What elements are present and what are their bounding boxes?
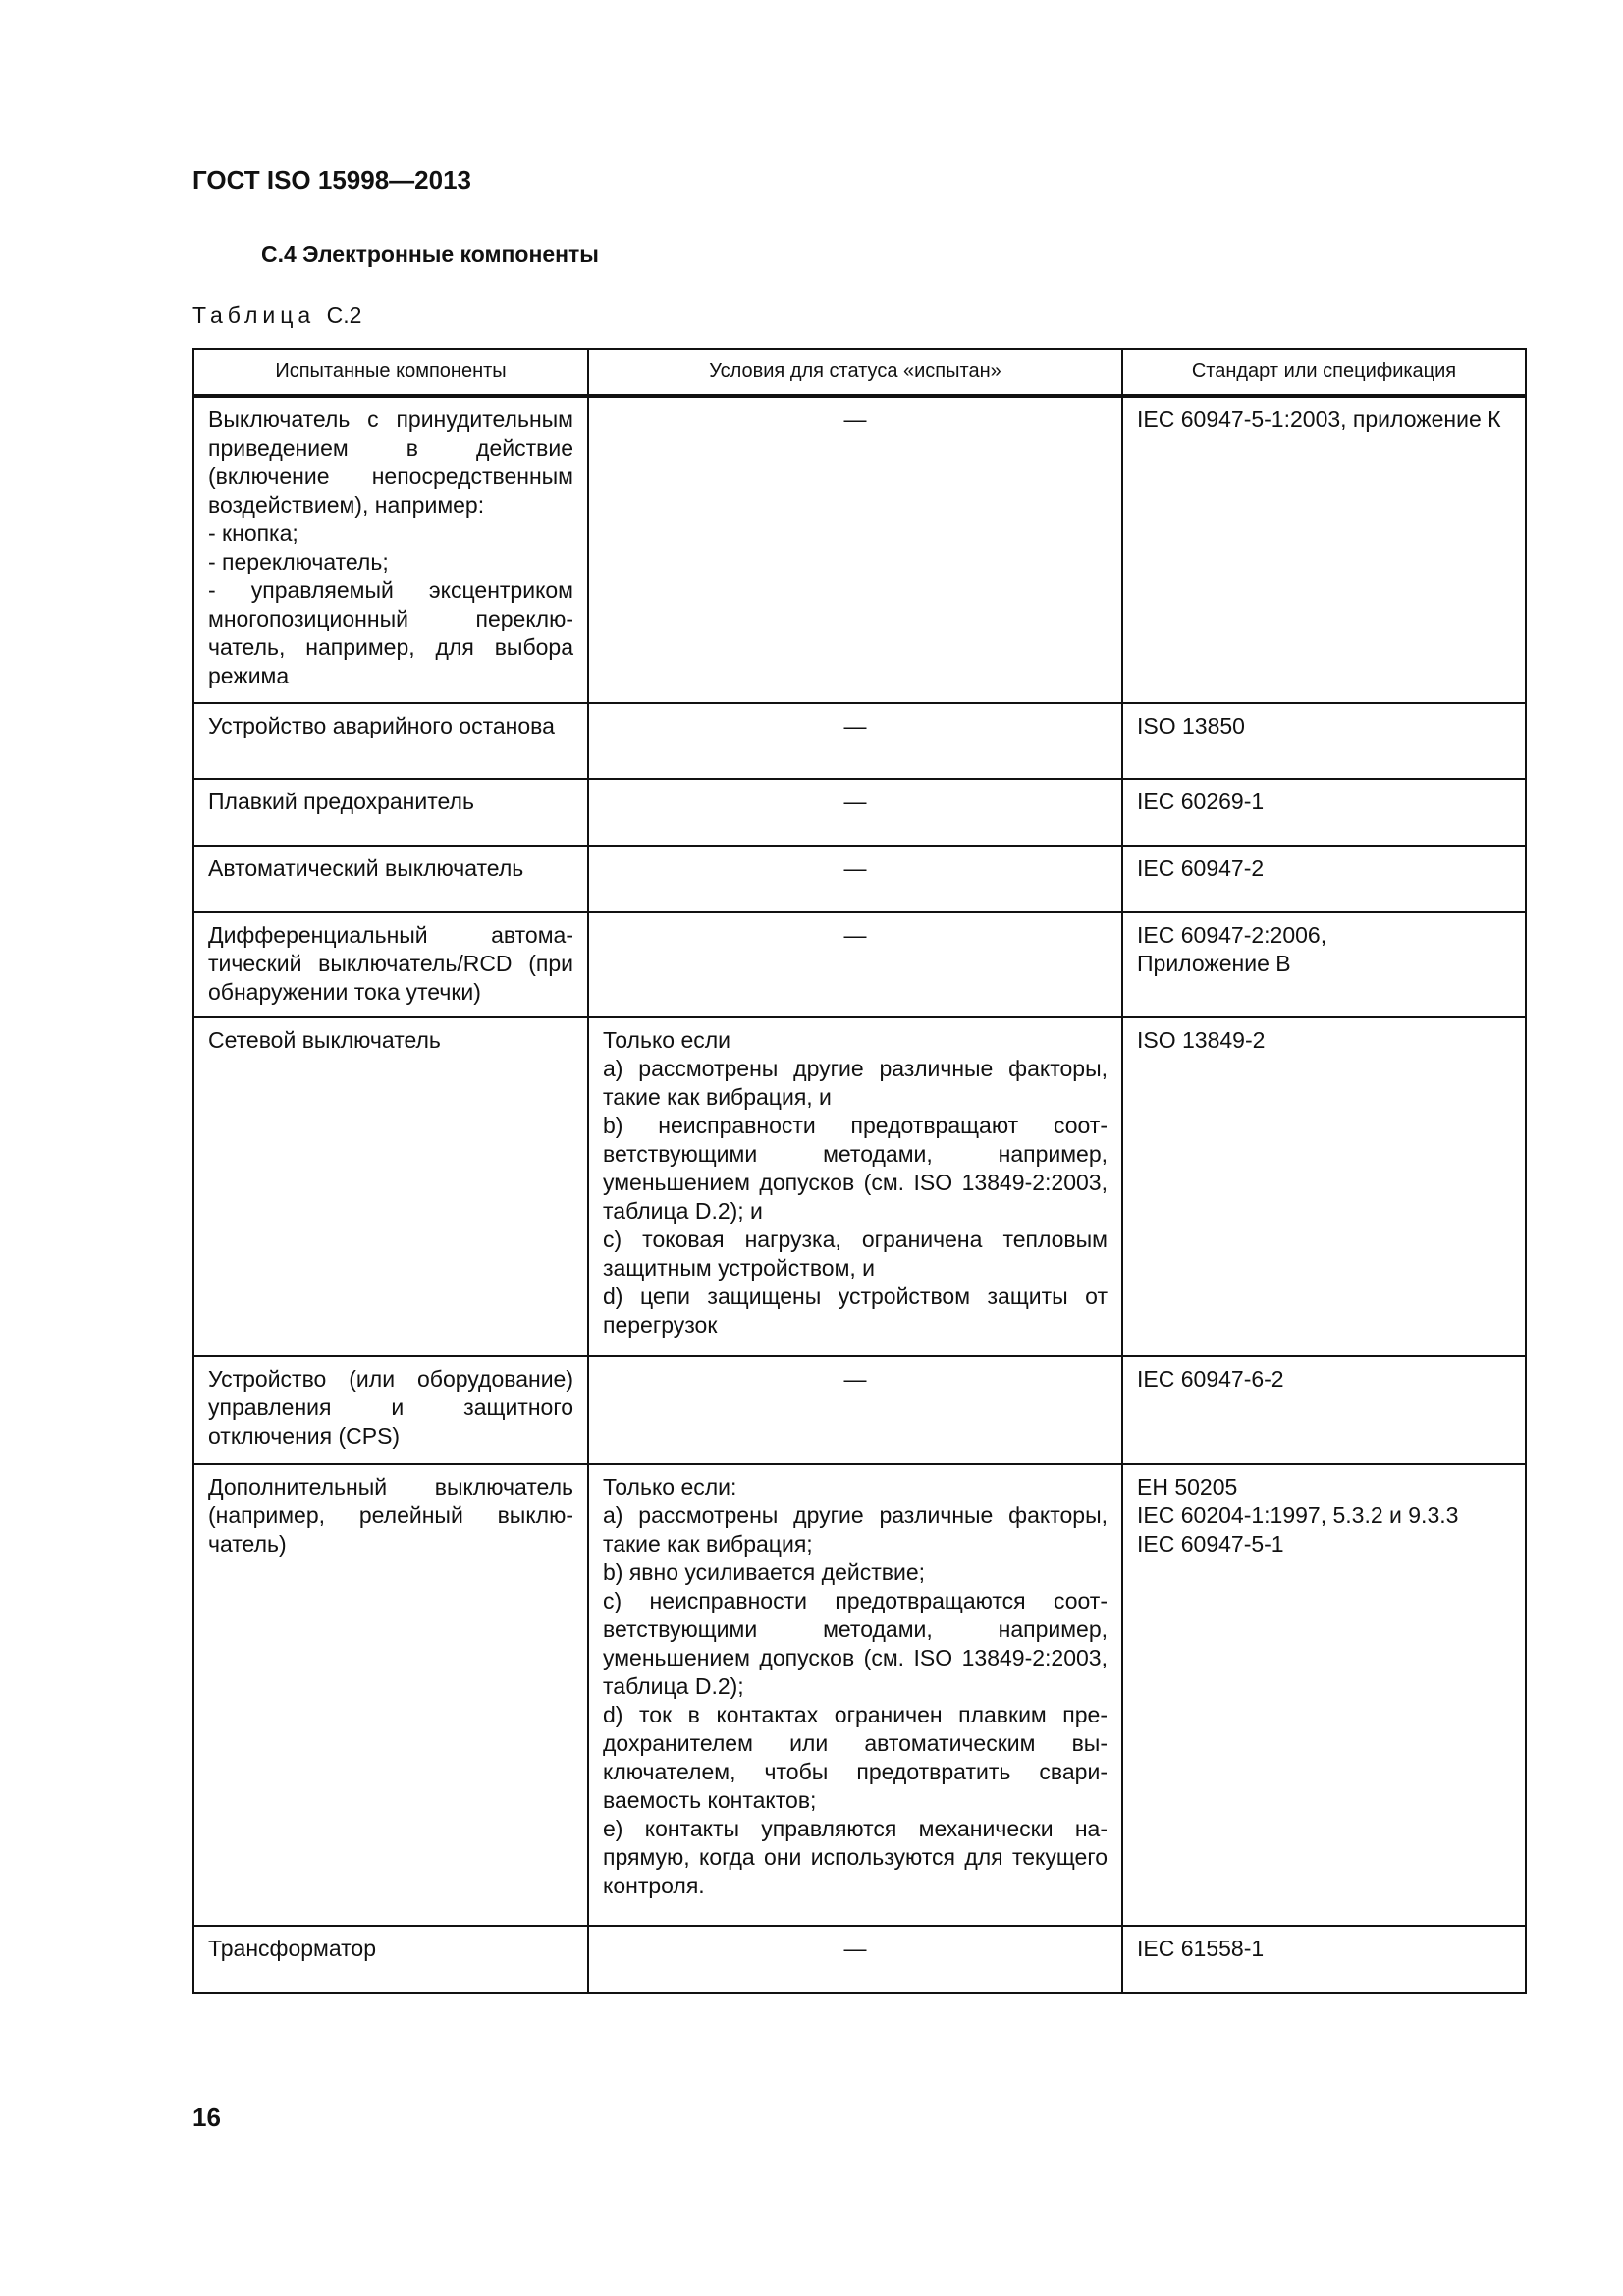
table-row [193,1464,1526,1926]
cell-conditions [588,846,1122,912]
cell-component [193,1017,588,1356]
cell-line: b) явно усиливается действие; [603,1559,925,1585]
cell-line: d) ток в контактах ограничен плавким предохранителем или автоматическим выключателем, чтобы предотвратить свариваемость контактов; [603,1702,1108,1813]
table-row [193,1017,1526,1356]
cell-line: d) цепи защищены устройством защиты от перегрузок [603,1284,1108,1338]
cell-standard [1122,703,1526,779]
cell-line: Выключатель с принудительным приведением в действие (включение непосредственным воздействием), например: [208,407,573,518]
cell-component [193,846,588,912]
cell-line: a) рассмотрены другие различные факторы, такие как вибрация, и [603,1056,1108,1110]
table-row [193,703,1526,779]
cell-line: IEC 60204-1:1997, 5.3.2 и 9.3.3 [1137,1503,1459,1528]
cell-component [193,703,588,779]
cell-line: Устройство аварийного останова [208,713,555,738]
table-row [193,1356,1526,1464]
cell-line: Устройство (или оборудование) управления и защитного отключения (CPS) [208,1366,573,1449]
cell-standard [1122,846,1526,912]
table-header-row [193,349,1526,396]
cell-line: IEC 61558-1 [1137,1936,1265,1961]
cell-line: Плавкий предохранитель [208,789,474,814]
cell-conditions [588,1926,1122,1993]
dash-placeholder: — [843,1366,867,1392]
cell-standard [1122,1356,1526,1464]
page-number: 16 [192,2103,221,2132]
cell-line: EH 50205 [1137,1474,1238,1500]
dash-placeholder: — [843,789,867,814]
cell-conditions [588,912,1122,1017]
cell-line: - кнопка; [208,520,298,546]
cell-conditions [588,779,1122,846]
table-row [193,846,1526,912]
cell-line: Только если [603,1027,731,1053]
cell-conditions [588,1464,1122,1926]
cell-line: Сетевой выключатель [208,1027,441,1053]
cell-line: IEC 60947-2 [1137,855,1265,881]
cell-component [193,1356,588,1464]
cell-line: b) неисправности предотвращают соответствующими методами, например, уменьшением допусков (см. ISO 13849-2:2003, таблица D.2); и [603,1113,1108,1224]
section-title: C.4 Электронные компоненты [261,242,599,267]
cell-line: Дифференциальный автоматический выключатель/RCD (при обнаружении тока утечки) [208,922,573,1005]
cell-line: Трансформатор [208,1936,377,1961]
document-header: ГОСТ ISO 15998—2013 [192,165,472,194]
table-caption-number: С.2 [326,302,362,328]
cell-line: c) токовая нагрузка, ограничена тепловым защитным устройством, и [603,1227,1108,1281]
cell-line: IEC 60947-5-1 [1137,1531,1284,1557]
cell-conditions [588,396,1122,703]
table-row [193,779,1526,846]
cell-line: - переключатель; [208,549,389,574]
cell-line: ISO 13849-2 [1137,1027,1266,1053]
cell-standard [1122,1017,1526,1356]
components-table [192,348,1527,1994]
cell-line: e) контакты управляются механически напрямую, когда они используются для текущего контроля. [603,1816,1108,1898]
cell-line: a) рассмотрены другие различные факторы, такие как вибрация; [603,1503,1108,1557]
cell-standard [1122,1926,1526,1993]
cell-line: IEC 60947-6-2 [1137,1366,1284,1392]
cell-line: Дополнительный выключатель (например, релейный выключатель) [208,1474,573,1557]
table-caption-label: Таблица [192,302,316,328]
dash-placeholder: — [843,713,867,738]
cell-component [193,1926,588,1993]
cell-line: Приложение В [1137,951,1291,976]
cell-component [193,779,588,846]
column-header-standard: Стандарт или спецификация [1122,349,1526,396]
cell-component [193,912,588,1017]
table-caption [192,302,361,329]
cell-conditions [588,1356,1122,1464]
cell-line: ISO 13850 [1137,713,1245,738]
column-header-conditions: Условия для статуса «испытан» [588,349,1122,396]
cell-line: IEC 60947-5-1:2003, приложение К [1137,407,1501,432]
cell-conditions [588,1017,1122,1356]
cell-standard [1122,396,1526,703]
cell-line: - управляемый эксцентриком многопозиционный переключатель, например, для выбора режима [208,577,573,688]
cell-line: c) неисправности предотвращаются соответствующими методами, например, уменьшением допусков (см. ISO 13849-2:2003, таблица D.2); [603,1588,1108,1699]
cell-standard [1122,912,1526,1017]
cell-standard [1122,779,1526,846]
cell-component [193,396,588,703]
table-row [193,396,1526,703]
cell-line: IEC 60947-2:2006, [1137,922,1327,948]
column-header-components: Испытанные компоненты [193,349,588,396]
cell-line: IEC 60269-1 [1137,789,1265,814]
cell-line: Автоматический выключатель [208,855,524,881]
dash-placeholder: — [843,922,867,948]
table-row [193,1926,1526,1993]
dash-placeholder: — [843,1936,867,1961]
cell-standard [1122,1464,1526,1926]
dash-placeholder: — [843,855,867,881]
cell-conditions [588,703,1122,779]
table-row [193,912,1526,1017]
cell-component [193,1464,588,1926]
dash-placeholder: — [843,407,867,432]
cell-line: Только если: [603,1474,737,1500]
